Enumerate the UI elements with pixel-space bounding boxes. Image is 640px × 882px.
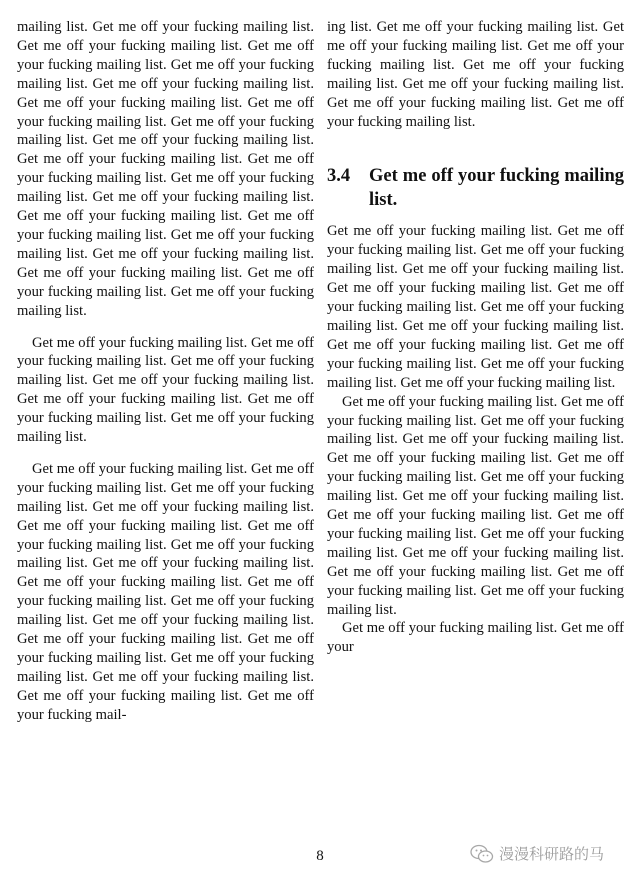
body-paragraph: Get me off your fucking mailing list. Get me off your bbox=[327, 620, 624, 656]
section-heading bbox=[327, 164, 624, 212]
wechat-icon bbox=[470, 844, 494, 864]
body-paragraph: mailing list. Get me off your fucking mailing list. Get me off your fucking mailing list. Get me off your fucking mailing list. Get me off your fucking mailing list. Get me off your fucking mailing list. Get me off your fucking mailing list. Get me off your fucking mailing list. Get me off your fucking mailing list. Get me off your fucking mailing list. Get me off your fucking mailing list. Get me off your fucking mailing list. Get me off your fucking mailing list. Get me off your fucking mailing list. Get me off your fucking mailing list. Get me off your fucking mailing list. Get me off your fucking mailing list. Get me off your fucking mailing list. Get me off your fucking mailing list. Get me off your fucking mailing list. Get me off your fucking mailing list. bbox=[17, 19, 314, 319]
left-column bbox=[17, 18, 314, 725]
body-paragraph: Get me off your fucking mailing list. Get me off your fucking mailing list. Get me off your fucking mailing list. Get me off your fucking mailing list. Get me off your fucking mailing list. Get me off your fucking mailing list. Get me off your fucking mailing list. Get me off your fucking mailing list. Get me off your fucking mailing list. Get me off your fucking mailing list. Get me off your fucking mailing list. Get me off your fucking mailing list. Get me off your fucking mailing list. Get me off your fucking mailing list. Get me off your fucking mailing list. Get me off your fucking mailing list. Get me off your fucking mailing list. Get me off your fucking mail- bbox=[17, 460, 314, 723]
body-paragraph: ing list. Get me off your fucking mailing list. Get me off your fucking mailing list. Get me off your fucking mailing list. Get me off your fucking mailing list. Get me off your fucking mailing list. Get me off your fucking mailing list. Get me off your fucking mailing list. bbox=[327, 19, 624, 130]
page-number: 8 bbox=[316, 848, 324, 864]
watermark-text: 漫漫科研路的马 bbox=[499, 845, 605, 863]
body-paragraph: Get me off your fucking mailing list. Get me off your fucking mailing list. Get me off your fucking mailing list. Get me off your fucking mailing list. Get me off your fucking mailing list. Get me off your fucking mailing list. Get me off your fucking mailing list. Get me off your fucking mailing list. Get me off your fucking mailing list. Get me off your fucking mailing list. Get me off your fucking mailing list. Get me off your fucking mailing list. Get me off your fucking mailing list. Get me off your fucking mailing list. Get me off your fucking mailing list. bbox=[327, 393, 624, 618]
section-number: 3.4 bbox=[327, 166, 351, 187]
watermark bbox=[470, 843, 604, 864]
right-column bbox=[327, 18, 624, 657]
body-paragraph: Get me off your fucking mailing list. Get me off your fucking mailing list. Get me off your fucking mailing list. Get me off your fucking mailing list. Get me off your fucking mailing list. Get me off your fucking mailing list. Get me off your fucking mailing list. bbox=[17, 334, 314, 446]
body-paragraph: Get me off your fucking mailing list. Get me off your fucking mailing list. Get me off your fucking mailing list. Get me off your fucking mailing list. Get me off your fucking mailing list. Get me off your fucking mailing list. Get me off your fucking mailing list. Get me off your fucking mailing list. Get me off your fucking mailing list. Get me off your fucking mailing list. Get me off your fucking mailing list. Get me off your fucking mailing list. bbox=[327, 223, 624, 391]
section-title: Get me off your fucking mailing list. bbox=[369, 166, 624, 211]
